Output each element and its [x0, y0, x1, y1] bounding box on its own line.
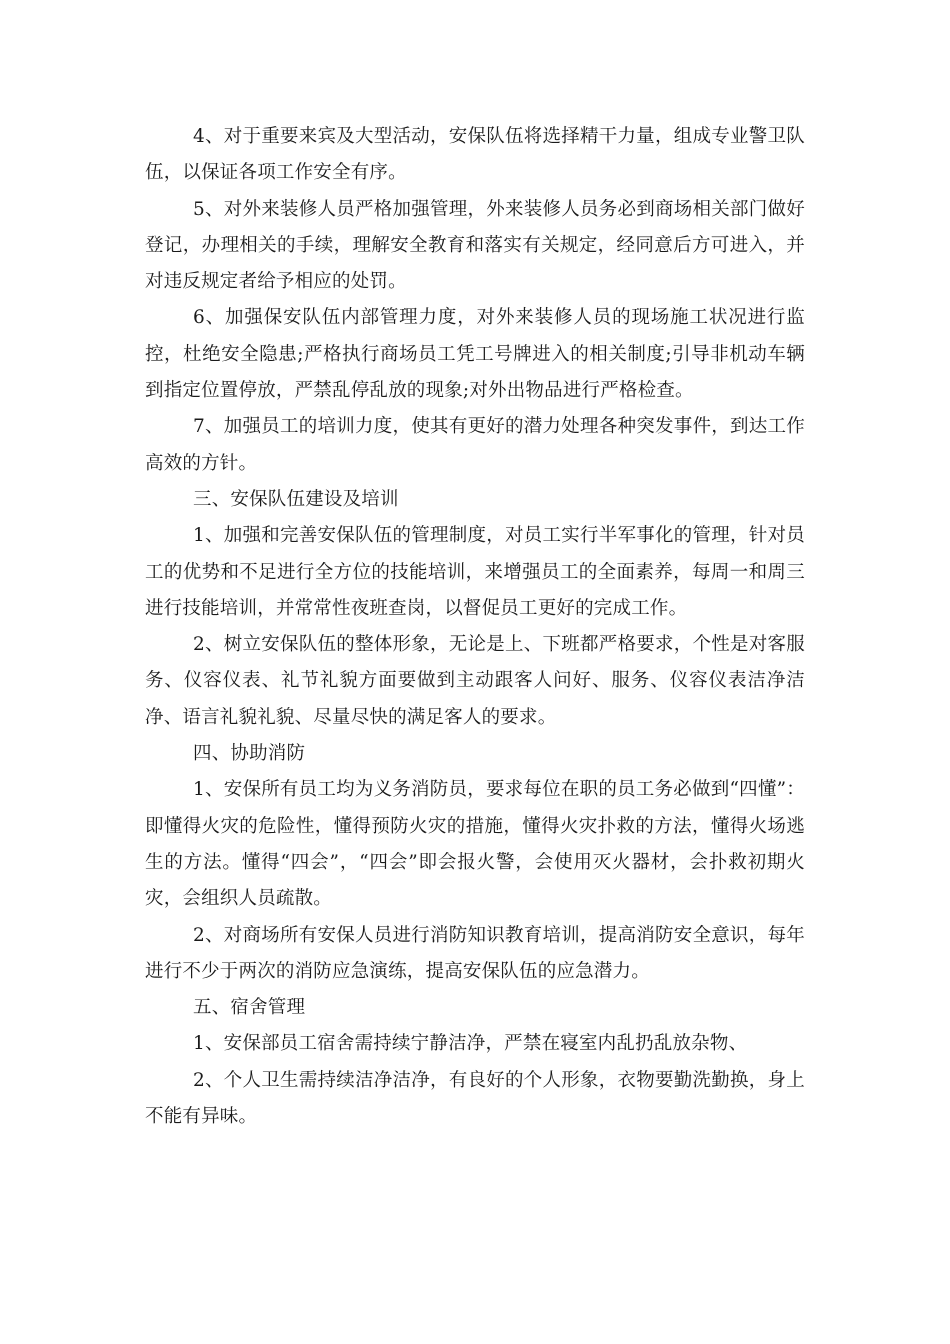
paragraph-item-6: 6、加强保安队伍内部管理力度，对外来装修人员的现场施工状况进行监控，杜绝安全隐患;严格执行商场员工凭工号牌进入的相关制度;引导非机动车辆到指定位置停放，严禁乱停乱放的现象;对外出物品进行严格检查。: [145, 307, 805, 402]
paragraph-item-3-2: 2、树立安保队伍的整体形象，无论是上、下班都严格要求，个性是对客服务、仪容仪表、礼节礼貌方面要做到主动跟客人问好、服务、仪容仪表洁净洁净、语言礼貌礼貌、尽量尽快的满足客人的要求。: [145, 634, 805, 728]
paragraph-item-5-2: 2、个人卫生需持续洁净洁净，有良好的个人形象，衣物要勤洗勤换，身上不能有异味。: [145, 1069, 805, 1128]
section-heading-3: 三、安保队伍建设及培训: [193, 488, 399, 510]
paragraph-item-4-1: 1、安保所有员工均为义务消防员，要求每位在职的员工务必做到“四懂”：即懂得火灾的危险性，懂得预防火灾的措施，懂得火灾扑救的方法，懂得火场逃生的方法。懂得“四会”，“四会”即会报火警，会使用灭火器材，会扑救初期火灾，会组织人员疏散。: [145, 779, 805, 910]
paragraph-item-7: 7、加强员工的培训力度，使其有更好的潜力处理各种突发事件，到达工作高效的方针。: [145, 416, 805, 474]
paragraph-item-5-1: 1、安保部员工宿舍需持续宁静洁净，严禁在寝室内乱扔乱放杂物、: [193, 1033, 748, 1055]
section-heading-5: 五、宿舍管理: [193, 997, 306, 1019]
section-heading-4: 四、协助消防: [193, 743, 306, 765]
paragraph-item-4-2: 2、对商场所有安保人员进行消防知识教育培训，提高消防安全意识，每年进行不少于两次的消防应急演练，提高安保队伍的应急潜力。: [145, 924, 805, 982]
paragraph-item-5: 5、对外来装修人员严格加强管理，外来装修人员务必到商场相关部门做好登记，办理相关的手续，理解安全教育和落实有关规定，经同意后方可进入，并对违反规定者给予相应的处罚。: [145, 198, 805, 293]
paragraph-item-3-1: 1、加强和完善安保队伍的管理制度，对员工实行半军事化的管理，针对员工的优势和不足进行全方位的技能培训，来增强员工的全面素养，每周一和周三进行技能培训，并常常性夜班查岗，以督促员工更好的完成工作。: [145, 525, 805, 619]
document-body: [145, 119, 805, 1135]
paragraph-item-4: 4、对于重要来宾及大型活动，安保队伍将选择精干力量，组成专业警卫队伍，以保证各项工作安全有序。: [145, 126, 805, 184]
